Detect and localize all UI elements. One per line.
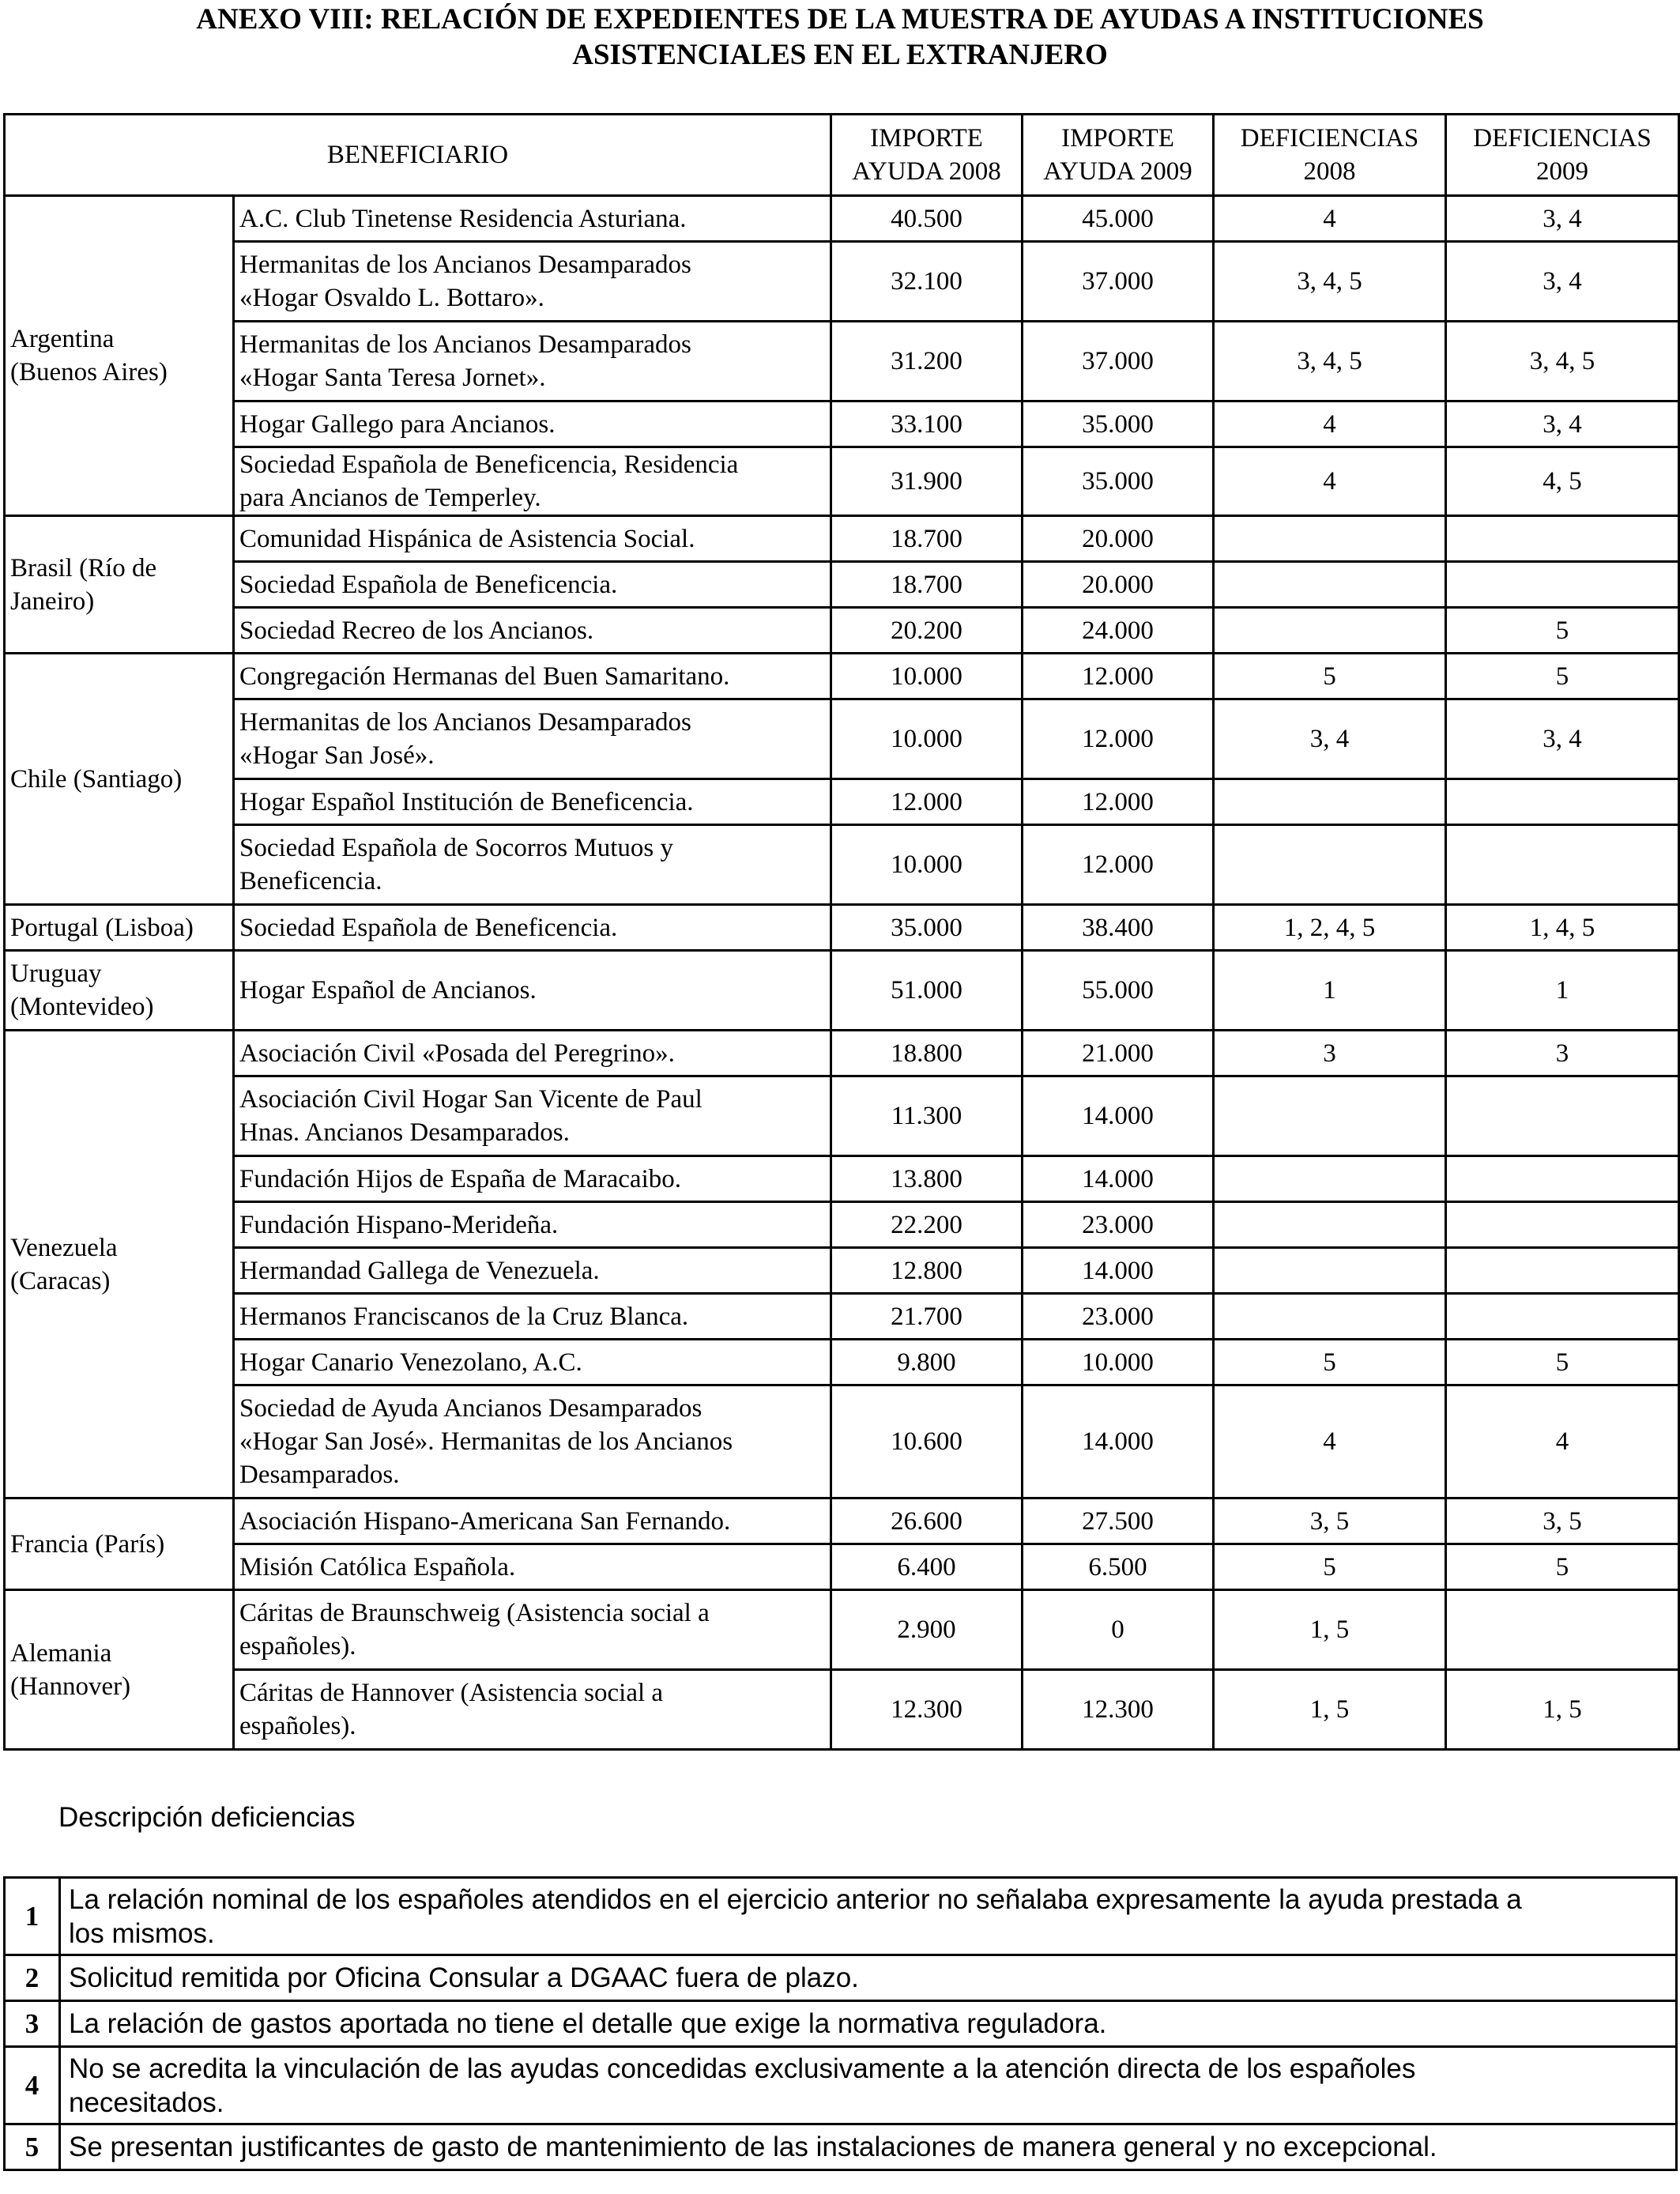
beneficiario-cell-line: Hogar Canario Venezolano, A.C. [239,1348,582,1377]
country-cell-line: Chile (Santiago) [10,764,183,794]
beneficiario-cell-line: «Hogar Santa Teresa Jornet». [239,364,546,392]
beneficiario-cell-line: Congregación Hermanas del Buen Samaritano. [239,662,730,691]
importe-2008-cell: 12.000 [831,779,1023,825]
deficiencias-2008-cell [1214,608,1446,654]
table-row [5,1248,1679,1294]
deficiencias-2008-cell: 4 [1214,447,1446,516]
deficiencias-2008-cell [1214,516,1446,562]
beneficiario-cell [234,951,831,1031]
beneficiario-cell [234,779,831,825]
beneficiario-cell [234,654,831,699]
table-row [5,1340,1679,1385]
beneficiario-cell [234,401,831,447]
deficiencias-2009-cell [1446,562,1679,608]
beneficiario-cell-line: Asociación Civil «Posada del Peregrino». [239,1039,675,1068]
beneficiario-cell [234,1498,831,1544]
deficiencia-text-line: necesitados. [69,2087,224,2118]
deficiencias-2009-cell: 4, 5 [1446,447,1679,516]
deficiencias-2008-cell: 1, 2, 4, 5 [1214,905,1446,951]
beneficiario-cell-line: Hermanitas de los Ancianos Desamparados [239,330,691,359]
table-row [5,447,1679,516]
deficiencias-2008-cell: 1, 5 [1214,1590,1446,1670]
deficiencias-2009-cell: 3, 5 [1446,1498,1679,1544]
deficiencia-text [60,1878,1677,1955]
table-row [5,1498,1679,1544]
deficiencia-text [60,2047,1677,2124]
importe-2009-cell: 35.000 [1023,401,1214,447]
deficiencias-2008-cell [1214,1156,1446,1202]
importe-2008-cell: 12.800 [831,1248,1023,1294]
importe-2008-cell: 18.800 [831,1031,1023,1076]
importe-2008-cell: 10.600 [831,1385,1023,1498]
table-row [5,1385,1679,1498]
importe-2009-cell: 23.000 [1023,1202,1214,1248]
beneficiario-cell [234,825,831,905]
country-cell-line: Janeiro) [10,586,95,616]
table-row [5,516,1679,562]
beneficiario-cell-line: Hogar Español de Ancianos. [239,976,537,1005]
beneficiario-cell-line: Fundación Hispano-Merideña. [239,1210,559,1239]
country-cell-line: Francia (París) [10,1529,165,1559]
deficiencias-2008-cell: 3, 5 [1214,1498,1446,1544]
beneficiario-cell-line: Hermandad Gallega de Venezuela. [239,1256,600,1285]
deficiencias-2008-cell: 1, 5 [1214,1670,1446,1750]
deficiencias-2008-cell: 3, 4, 5 [1214,322,1446,401]
deficiencias-2009-cell: 1, 4, 5 [1446,905,1679,951]
deficiencia-code: 5 [5,2124,60,2170]
importe-2008-cell: 31.200 [831,322,1023,401]
deficiencia-text-line: La relación de gastos aportada no tiene el detalle que exige la normativa reguladora. [69,2008,1107,2039]
country-cell [5,1498,234,1590]
deficiencias-2008-cell: 4 [1214,401,1446,447]
deficiencias-body [5,1878,1677,2170]
table-row [5,242,1679,322]
beneficiario-cell [234,1156,831,1202]
deficiencia-row [5,2124,1677,2170]
beneficiario-cell-line: Hermanitas de los Ancianos Desamparados [239,251,691,279]
beneficiario-cell [234,1340,831,1385]
table-row [5,1670,1679,1750]
beneficiario-cell-line: españoles). [239,1712,356,1740]
deficiencia-text-line: los mismos. [69,1917,215,1949]
deficiencia-row [5,1878,1677,1955]
deficiencias-title: Descripción deficiencias [58,1802,356,1833]
country-cell [5,951,234,1031]
beneficiario-cell-line: A.C. Club Tinetense Residencia Asturiana. [239,204,687,233]
document-title [0,2,1680,73]
deficiencias-2009-cell: 3, 4 [1446,401,1679,447]
importe-2008-cell: 40.500 [831,196,1023,242]
deficiencias-2008-cell: 4 [1214,196,1446,242]
beneficiario-cell-line: Hogar Español Institución de Beneficencia. [239,787,694,816]
deficiencia-text-line: No se acredita la vinculación de las ayudas concedidas exclusivamente a la atención directa de los españoles [69,2053,1416,2084]
deficiencia-code: 2 [5,1955,60,2001]
deficiencias-2009-cell: 3, 4 [1446,196,1679,242]
country-cell [5,196,234,516]
importe-2009-cell: 14.000 [1023,1076,1214,1156]
beneficiario-cell [234,196,831,242]
table-row [5,1544,1679,1590]
country-cell-line: Alemania [10,1638,112,1668]
importe-2008-cell: 12.300 [831,1670,1023,1750]
beneficiario-cell-line: Hermanitas de los Ancianos Desamparados [239,708,691,737]
importe-2009-cell: 55.000 [1023,951,1214,1031]
header-row [5,115,1679,196]
importe-2008-cell: 11.300 [831,1076,1023,1156]
beneficiario-cell-line: «Hogar Osvaldo L. Bottaro». [239,284,544,312]
deficiencia-code: 3 [5,2001,60,2047]
importe-2009-cell: 37.000 [1023,242,1214,322]
beneficiario-cell-line: Cáritas de Hannover (Asistencia social a [239,1679,664,1707]
importe-2009-cell: 23.000 [1023,1294,1214,1340]
deficiencias-2008-cell: 3, 4, 5 [1214,242,1446,322]
table-row [5,779,1679,825]
deficiencias-2009-cell [1446,1156,1679,1202]
beneficiario-cell-line: Hogar Gallego para Ancianos. [239,409,556,439]
beneficiario-cell-line: «Hogar San José». Hermanitas de los Ancianos [239,1427,733,1456]
table-row [5,951,1679,1031]
deficiencias-2008-cell [1214,1076,1446,1156]
beneficiario-cell-line: Hermanos Franciscanos de la Cruz Blanca. [239,1302,689,1331]
importe-2008-cell: 51.000 [831,951,1023,1031]
table-row [5,401,1679,447]
beneficiario-cell [234,447,831,516]
beneficiario-cell-line: Sociedad de Ayuda Ancianos Desamparados [239,1394,703,1423]
table-row [5,1156,1679,1202]
importe-2008-cell: 22.200 [831,1202,1023,1248]
beneficiario-cell [234,1248,831,1294]
beneficiario-cell-line: Asociación Hispano-Americana San Fernando. [239,1506,731,1536]
beneficiario-cell [234,1670,831,1750]
importe-2008-cell: 20.200 [831,608,1023,654]
importe-2008-cell: 6.400 [831,1544,1023,1590]
beneficiario-cell-line: Beneficencia. [239,867,382,895]
table-row [5,654,1679,699]
country-cell [5,905,234,951]
deficiencia-text [60,1955,1677,2001]
country-cell [5,1031,234,1498]
deficiencias-2008-cell: 4 [1214,1385,1446,1498]
importe-2009-cell: 37.000 [1023,322,1214,401]
beneficiario-cell-line: «Hogar San José». [239,741,435,770]
beneficiario-cell-line: Hnas. Ancianos Desamparados. [239,1118,570,1147]
table-body [5,196,1679,1750]
importe-2008-cell: 35.000 [831,905,1023,951]
table-row [5,322,1679,401]
beneficiario-cell-line: Sociedad Española de Socorros Mutuos y [239,834,673,862]
beneficiario-cell-line: Cáritas de Braunschweig (Asistencia social a [239,1599,710,1627]
deficiencias-2009-cell: 3, 4, 5 [1446,322,1679,401]
importe-2008-cell: 9.800 [831,1340,1023,1385]
table-row [5,699,1679,779]
table-row [5,825,1679,905]
deficiencias-table [3,1876,1678,2171]
beneficiario-cell [234,905,831,951]
header-deficiencias-2009: DEFICIENCIAS 2009 [1446,115,1679,196]
header-beneficiario: BENEFICIARIO [5,115,831,196]
deficiencia-row [5,2001,1677,2047]
importe-2008-cell: 18.700 [831,516,1023,562]
beneficiario-cell [234,608,831,654]
beneficiario-cell-line: Sociedad Española de Beneficencia. [239,570,618,599]
importe-2009-cell: 10.000 [1023,1340,1214,1385]
importe-2008-cell: 21.700 [831,1294,1023,1340]
importe-2009-cell: 21.000 [1023,1031,1214,1076]
deficiencias-2009-cell: 1 [1446,951,1679,1031]
beneficiario-cell [234,1590,831,1670]
importe-2009-cell: 0 [1023,1590,1214,1670]
importe-2008-cell: 13.800 [831,1156,1023,1202]
deficiencias-2009-cell: 3, 4 [1446,699,1679,779]
importe-2008-cell: 33.100 [831,401,1023,447]
importe-2008-cell: 10.000 [831,654,1023,699]
country-cell-line: (Hannover) [10,1672,131,1701]
importe-2009-cell: 24.000 [1023,608,1214,654]
deficiencias-2009-cell: 5 [1446,1340,1679,1385]
beneficiario-cell-line: Fundación Hijos de España de Maracaibo. [239,1164,682,1193]
deficiencias-2009-cell: 3, 4 [1446,242,1679,322]
deficiencias-2009-cell [1446,1202,1679,1248]
importe-2008-cell: 18.700 [831,562,1023,608]
importe-2009-cell: 12.000 [1023,654,1214,699]
table-row [5,905,1679,951]
table-row [5,608,1679,654]
deficiencias-2009-cell [1446,1248,1679,1294]
beneficiario-cell-line: Desamparados. [239,1461,400,1489]
table-row [5,1031,1679,1076]
beneficiario-cell [234,1544,831,1590]
deficiencias-2008-cell [1214,562,1446,608]
importe-2009-cell: 12.300 [1023,1670,1214,1750]
beneficiario-cell [234,242,831,322]
importe-2008-cell: 2.900 [831,1590,1023,1670]
deficiencia-text-line: Solicitud remitida por Oficina Consular a DGAAC fuera de plazo. [69,1962,859,1993]
title-line: ASISTENCIALES EN EL EXTRANJERO [572,39,1108,71]
beneficiario-cell-line: para Ancianos de Temperley. [239,484,541,512]
deficiencias-2009-cell: 4 [1446,1385,1679,1498]
deficiencias-2009-cell [1446,516,1679,562]
beneficiario-cell [234,1385,831,1498]
deficiencia-text [60,2001,1677,2047]
beneficiario-cell [234,1294,831,1340]
deficiencia-text-line: Se presentan justificantes de gasto de mantenimiento de las instalaciones de manera general y no excepcional. [69,2132,1437,2162]
deficiencias-2008-cell: 5 [1214,1544,1446,1590]
deficiencias-2008-cell [1214,825,1446,905]
deficiencias-2009-cell [1446,1590,1679,1670]
deficiencias-2008-cell: 3, 4 [1214,699,1446,779]
deficiencias-2009-cell: 1, 5 [1446,1670,1679,1750]
beneficiario-cell [234,562,831,608]
importe-2009-cell: 27.500 [1023,1498,1214,1544]
header-importe-2009: IMPORTE AYUDA 2009 [1023,115,1214,196]
importe-2009-cell: 38.400 [1023,905,1214,951]
deficiencias-2008-cell [1214,1294,1446,1340]
country-cell [5,654,234,905]
importe-2009-cell: 20.000 [1023,516,1214,562]
beneficiario-cell-line: Sociedad Española de Beneficencia. [239,913,618,942]
title-line: ANEXO VIII: RELACIÓN DE EXPEDIENTES DE LA MUESTRA DE AYUDAS A INSTITUCIONES [196,3,1484,36]
importe-2009-cell: 12.000 [1023,699,1214,779]
deficiencia-code: 1 [5,1878,60,1955]
deficiencias-2009-cell [1446,779,1679,825]
importe-2009-cell: 45.000 [1023,196,1214,242]
importe-2009-cell: 14.000 [1023,1156,1214,1202]
importe-2009-cell: 12.000 [1023,779,1214,825]
country-cell-line: Brasil (Río de [10,553,157,582]
country-cell-line: (Buenos Aires) [10,358,168,386]
table-row [5,1294,1679,1340]
importe-2009-cell: 35.000 [1023,447,1214,516]
beneficiario-cell-line: Asociación Civil Hogar San Vicente de Paul [239,1085,703,1114]
deficiencia-row [5,2047,1677,2124]
importe-2009-cell: 14.000 [1023,1248,1214,1294]
deficiencias-2008-cell: 3 [1214,1031,1446,1076]
beneficiario-cell-line: Sociedad Recreo de los Ancianos. [239,616,594,645]
country-cell-line: Portugal (Lisboa) [10,913,194,942]
table-row [5,562,1679,608]
deficiencias-2009-cell [1446,1294,1679,1340]
deficiencia-text-line: La relación nominal de los españoles atendidos en el ejercicio anterior no señalaba expresamente la ayuda prestada a [69,1883,1522,1915]
country-cell-line: Argentina [10,325,115,353]
deficiencias-2008-cell: 5 [1214,654,1446,699]
expedientes-table [3,113,1680,1751]
country-cell [5,516,234,654]
beneficiario-cell [234,1076,831,1156]
deficiencias-2008-cell [1214,1248,1446,1294]
country-cell [5,1590,234,1750]
importe-2008-cell: 32.100 [831,242,1023,322]
table-row [5,1202,1679,1248]
deficiencia-text [60,2124,1677,2170]
beneficiario-cell-line: Comunidad Hispánica de Asistencia Social. [239,524,695,553]
beneficiario-cell [234,1031,831,1076]
importe-2008-cell: 26.600 [831,1498,1023,1544]
importe-2008-cell: 10.000 [831,699,1023,779]
header-importe-2008: IMPORTE AYUDA 2008 [831,115,1023,196]
table-row [5,1590,1679,1670]
deficiencias-2009-cell: 3 [1446,1031,1679,1076]
header-deficiencias-2008: DEFICIENCIAS 2008 [1214,115,1446,196]
country-cell-line: Venezuela [10,1233,118,1262]
importe-2008-cell: 10.000 [831,825,1023,905]
country-cell-line: Uruguay [10,959,102,988]
importe-2009-cell: 12.000 [1023,825,1214,905]
deficiencias-2008-cell: 1 [1214,951,1446,1031]
beneficiario-cell [234,1202,831,1248]
beneficiario-cell [234,699,831,779]
deficiencias-2009-cell: 5 [1446,1544,1679,1590]
deficiencias-2009-cell [1446,1076,1679,1156]
deficiencias-2009-cell: 5 [1446,608,1679,654]
deficiencias-2008-cell [1214,1202,1446,1248]
importe-2009-cell: 6.500 [1023,1544,1214,1590]
country-cell-line: (Caracas) [10,1266,111,1295]
country-cell-line: (Montevideo) [10,993,154,1021]
deficiencia-row [5,1955,1677,2001]
table-row [5,196,1679,242]
beneficiario-cell [234,516,831,562]
deficiencia-code: 4 [5,2047,60,2124]
deficiencias-2009-cell: 5 [1446,654,1679,699]
deficiencias-2008-cell: 5 [1214,1340,1446,1385]
deficiencias-2008-cell [1214,779,1446,825]
beneficiario-cell-line: españoles). [239,1632,356,1661]
deficiencias-2009-cell [1446,825,1679,905]
importe-2009-cell: 14.000 [1023,1385,1214,1498]
importe-2008-cell: 31.900 [831,447,1023,516]
beneficiario-cell [234,322,831,401]
table-row [5,1076,1679,1156]
beneficiario-cell-line: Misión Católica Española. [239,1552,516,1581]
beneficiario-cell-line: Sociedad Española de Beneficencia, Residencia [239,450,739,479]
importe-2009-cell: 20.000 [1023,562,1214,608]
